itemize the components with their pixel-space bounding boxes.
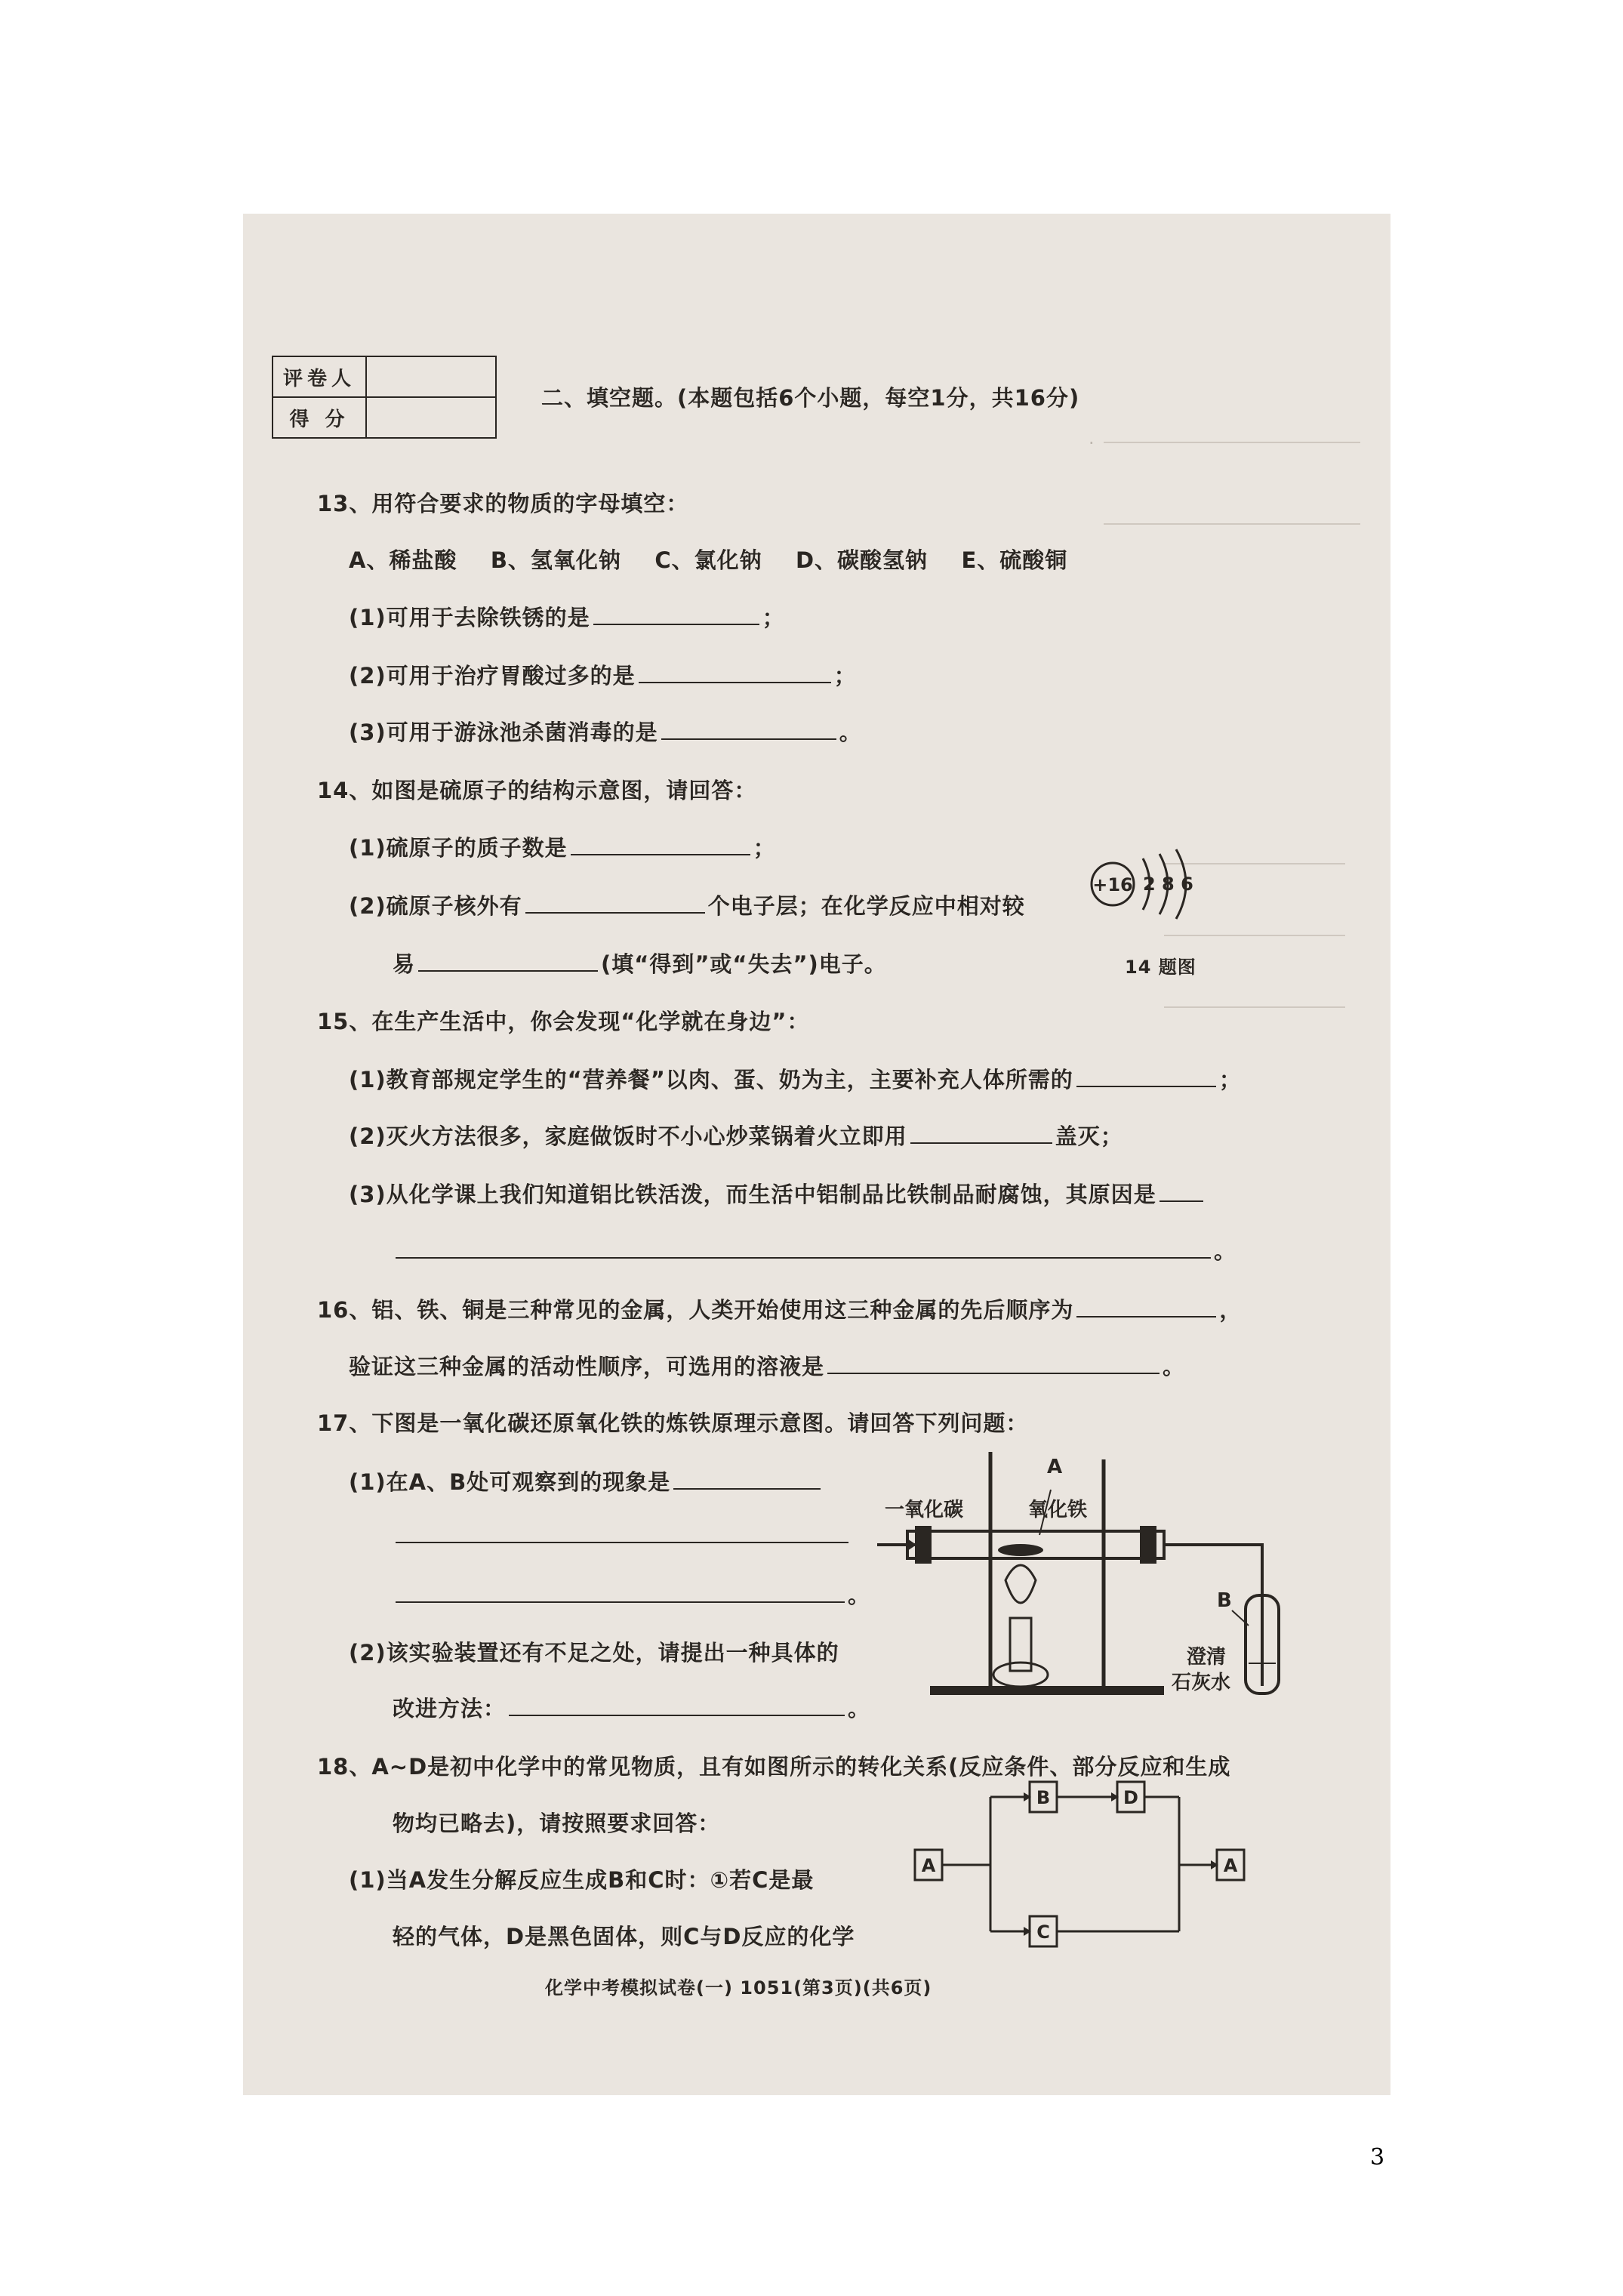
q17-blank-1c[interactable]: [396, 1582, 845, 1603]
exam-footer: 化学中考模拟试卷(一) 1051(第3页)(共6页): [545, 1977, 932, 1999]
q13-part3-punct: 。: [839, 720, 862, 745]
section-title: 二、填空题。(本题包括6个小题，每空1分，共16分): [541, 385, 1080, 411]
q13-part1-text: (1)可用于去除铁锈的是: [349, 605, 590, 630]
q13-blank-1[interactable]: [593, 604, 759, 625]
q13-part2-text: (2)可用于治疗胃酸过多的是: [349, 663, 636, 689]
q17-blank-1b[interactable]: [396, 1522, 848, 1543]
iron-smelting-apparatus-diagram: [877, 1437, 1345, 1724]
q14-stem: 14、如图是硫原子的结构示意图，请回答：: [317, 778, 757, 803]
q16-line2: [349, 1350, 1185, 1381]
label-b: B: [1217, 1589, 1232, 1612]
q15-blank-1[interactable]: [1076, 1066, 1216, 1087]
scanned-exam-page: [243, 214, 1390, 2095]
bleed-through-line: [1164, 1006, 1345, 1008]
q17-part2-text-b: 改进方法：: [393, 1696, 507, 1721]
node-d: D: [1123, 1787, 1138, 1808]
q14-blank-1[interactable]: [571, 834, 750, 855]
q13-part3-text: (3)可用于游泳池杀菌消毒的是: [349, 720, 658, 745]
grader-cell: [366, 356, 496, 397]
q14-part3-text: 易: [393, 951, 416, 977]
node-b: B: [1036, 1787, 1051, 1808]
q15-part2-text-b: 盖灭；: [1055, 1123, 1123, 1149]
grader-label: 评卷人: [273, 356, 366, 397]
q15-part2: [349, 1120, 1123, 1151]
q13-part1-punct: ；: [762, 605, 785, 630]
q15-part3-text: (3)从化学课上我们知道铝比铁活泼，而生活中铝制品比铁制品耐腐蚀，其原因是: [349, 1182, 1156, 1207]
q16-blank-2[interactable]: [827, 1353, 1160, 1374]
burner-bottle: [993, 1663, 1048, 1687]
conversion-flow-diagram: [900, 1773, 1255, 1962]
q16-line2-punct: 。: [1163, 1354, 1186, 1379]
score-table: [272, 356, 497, 439]
q15-stem: 15、在生产生活中，你会发现“化学就在身边”：: [317, 1009, 810, 1034]
q14-part2: [349, 889, 1025, 920]
q18-line1: 18、A~D是初中化学中的常见物质，且有如图所示的转化关系(反应条件、部分反应和生成: [317, 1754, 1231, 1780]
q14-blank-2[interactable]: [525, 892, 705, 914]
q14-blank-3[interactable]: [418, 951, 598, 972]
q16-line1-text: 16、铝、铁、铜是三种常见的金属，人类开始使用这三种金属的先后顺序为: [317, 1297, 1074, 1323]
atom-electron-counts: 2 8 6: [1143, 874, 1193, 895]
q14-part1-text: (1)硫原子的质子数是: [349, 835, 568, 861]
label-limewater-1: 澄清: [1187, 1646, 1227, 1669]
label-a: A: [1047, 1456, 1063, 1478]
label-iron-oxide: 氧化铁: [1028, 1499, 1088, 1521]
q17-part2-punct: 。: [848, 1696, 871, 1721]
q15-part1-text: (1)教育部规定学生的“营养餐”以肉、蛋、奶为主，主要补充人体所需的: [349, 1067, 1073, 1093]
q14-part2-text: (2)硫原子核外有: [349, 893, 522, 919]
node-a-right: A: [1223, 1855, 1238, 1876]
q15-part3-punct: 。: [1214, 1238, 1237, 1264]
q13-blank-2[interactable]: [639, 662, 831, 683]
q17-blank-2[interactable]: [509, 1695, 845, 1716]
burner-flame: [1006, 1565, 1036, 1603]
q16-blank-1[interactable]: [1076, 1296, 1216, 1318]
q17-stem: 17、下图是一氧化碳还原氧化铁的炼铁原理示意图。请回答下列问题：: [317, 1410, 1029, 1436]
q17-part1: [349, 1465, 824, 1496]
q16-line1-punct: ，: [1219, 1297, 1243, 1323]
q17-part2-cont: [393, 1692, 870, 1723]
q13-part1: [349, 601, 785, 632]
atom-nucleus-label: +16: [1092, 874, 1133, 895]
q13-part3: [349, 716, 862, 747]
q15-part3: [349, 1178, 1206, 1209]
iron-oxide-sample: [998, 1544, 1043, 1556]
q15-blank-2[interactable]: [910, 1123, 1052, 1144]
q13-options: A、稀盐酸 B、氢氧化钠 C、氯化钠 D、碳酸氢钠 E、硫酸铜: [349, 547, 1068, 573]
q15-part1-punct: ；: [1218, 1067, 1242, 1093]
q14-part3-text-b: (填“得到”或“失去”)电子。: [601, 951, 887, 977]
q14-figure-caption: 14 题图: [1125, 957, 1196, 978]
stand-base-left: [930, 1686, 1073, 1695]
bleed-through-line: [1104, 442, 1360, 443]
q17-part2: (2)该实验装置还有不足之处，请提出一种具体的: [349, 1640, 839, 1666]
label-carbon-monoxide: 一氧化碳: [885, 1499, 964, 1521]
q18-line2: 物均已略去)，请按照要求回答：: [393, 1811, 721, 1836]
q14-part1: [349, 831, 776, 862]
q14-part2-text-b: 个电子层；在化学反应中相对较: [707, 893, 1025, 919]
q16-line1: [317, 1293, 1242, 1324]
tube-stopper-left: [915, 1526, 932, 1564]
q15-blank-3a[interactable]: [1160, 1181, 1203, 1202]
score-label: 得 分: [273, 397, 366, 438]
q17-blank-1a[interactable]: [673, 1469, 821, 1490]
q16-line2-text: 验证这三种金属的活动性顺序，可选用的溶液是: [349, 1354, 825, 1379]
q17-part1-text: (1)在A、B处可观察到的现象是: [349, 1469, 671, 1495]
page-number: 3: [1370, 2144, 1385, 2171]
q17-part1-cont2: [393, 1579, 870, 1610]
node-a-left: A: [921, 1855, 936, 1876]
sulfur-atom-diagram: [1081, 848, 1232, 954]
q18-line3: (1)当A发生分解反应生成B和C时：①若C是最: [349, 1867, 815, 1893]
q18-line4: 轻的气体，D是黑色固体，则C与D反应的化学: [393, 1924, 855, 1949]
bleed-through: ·: [1089, 433, 1095, 454]
q14-part3: [393, 948, 887, 978]
bleed-through-line: [1104, 523, 1360, 525]
q15-blank-3b[interactable]: [396, 1237, 1211, 1259]
score-cell: [366, 397, 496, 438]
q17-part1-punct: 。: [848, 1583, 871, 1608]
q15-part2-text: (2)灭火方法很多，家庭做饭时不小心炒菜锅着火立即用: [349, 1123, 907, 1149]
label-limewater-2: 石灰水: [1172, 1672, 1231, 1694]
stand-base-right: [1066, 1686, 1164, 1695]
q17-part1-cont1: [393, 1522, 852, 1549]
q15-part1: [349, 1063, 1242, 1094]
q13-stem: 13、用符合要求的物质的字母填空：: [317, 491, 689, 516]
tube-stopper-right: [1140, 1526, 1156, 1564]
q14-part1-punct: ；: [753, 835, 776, 861]
q15-part3-cont: [393, 1234, 1236, 1265]
q13-part2: [349, 659, 857, 690]
q13-part2-punct: ；: [833, 663, 857, 689]
q13-blank-3[interactable]: [661, 719, 836, 740]
node-c: C: [1036, 1922, 1050, 1943]
